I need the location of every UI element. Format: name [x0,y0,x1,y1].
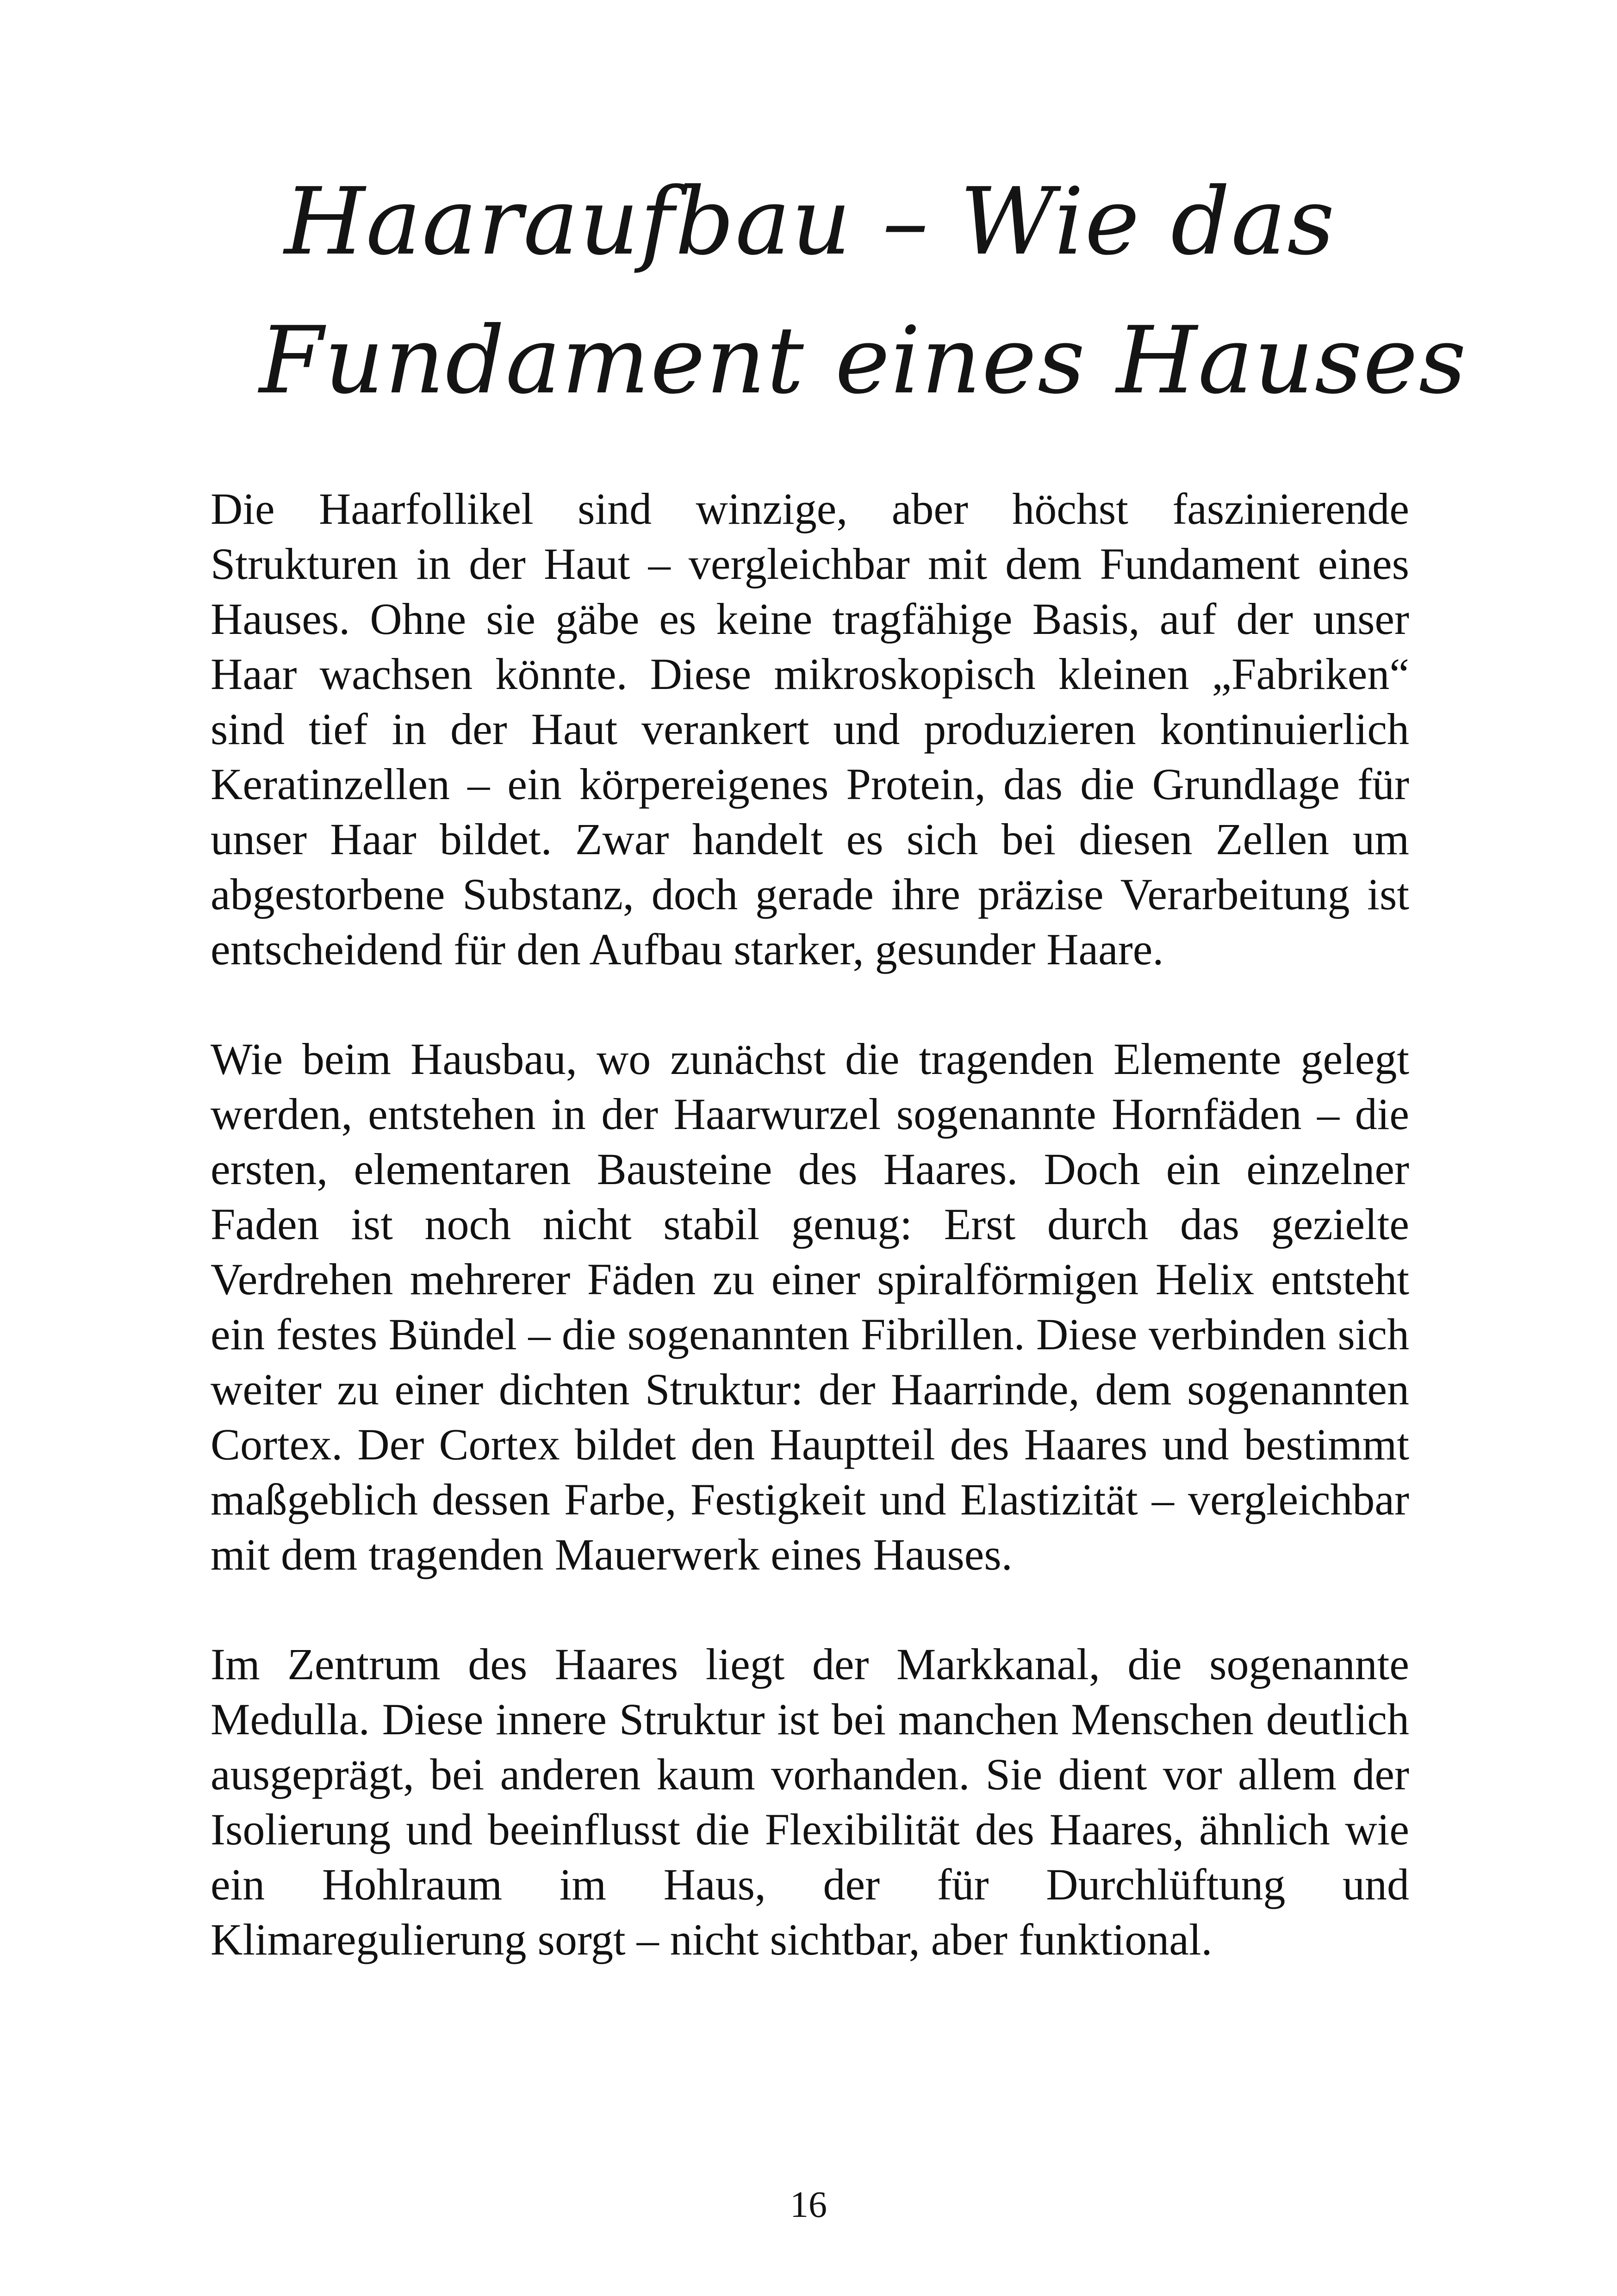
title-line-1: Haaraufbau – Wie das [284,168,1336,276]
body-text [211,481,1409,2022]
paragraph-3: Im Zentrum des Haares liegt der Markkanal, die sogenannte Medulla. Diese innere Struktur ist bei manchen Menschen deutlich ausgeprägt, bei anderen kaum vorhanden. Sie dient vor allem der Isolierung und beeinflusst die Flexibilität des Haares, ähnlich wie ein Hohlraum im Haus, der für Durchlüftung und Klimaregulierung sorgt – nicht sichtbar, aber funktional. [211,1639,1409,1964]
page-title [259,153,1468,449]
paragraph-2: Wie beim Hausbau, wo zunächst die tragenden Elemente gelegt werden, entstehen in der Haarwurzel sogenannte Hornfäden – die ersten, elementaren Bausteine des Haares. Doch ein einzelner Faden ist noch nicht stabil genug: Erst durch das gezielte Verdrehen mehrerer Fäden zu einer spiralförmigen Helix entsteht ein festes Bündel – die sogenannten Fibrillen. Diese verbinden sich weiter zu einer dichten Struktur: der Haarrinde, dem sogenannten Cortex. Der Cortex bildet den Hauptteil des Haares und bestimmt maßgeblich dessen Farbe, Festigkeit und Elastizität – vergleichbar mit dem tragenden Mauerwerk eines Hauses. [211,1034,1409,1579]
paragraph-1: Die Haarfollikel sind winzige, aber höchst faszinierende Strukturen in der Haut – vergleichbar mit dem Fundament eines Hauses. Ohne sie gäbe es keine tragfähige Basis, auf der unser Haar wachsen könnte. Diese mikroskopisch kleinen „Fabriken“ sind tief in der Haut verankert und produzieren kontinuierlich Keratinzellen – ein körpereigenes Protein, das die Grundlage für unser Haar bildet. Zwar handelt es sich bei diesen Zellen um abgestorbene Substanz, doch gerade ihre präzise Verarbeitung ist entscheidend für den Aufbau starker, gesunder Haare. [211,484,1409,974]
page-number: 16 [790,2184,827,2225]
title-line-2: Fundament eines Hauses [259,307,1468,415]
